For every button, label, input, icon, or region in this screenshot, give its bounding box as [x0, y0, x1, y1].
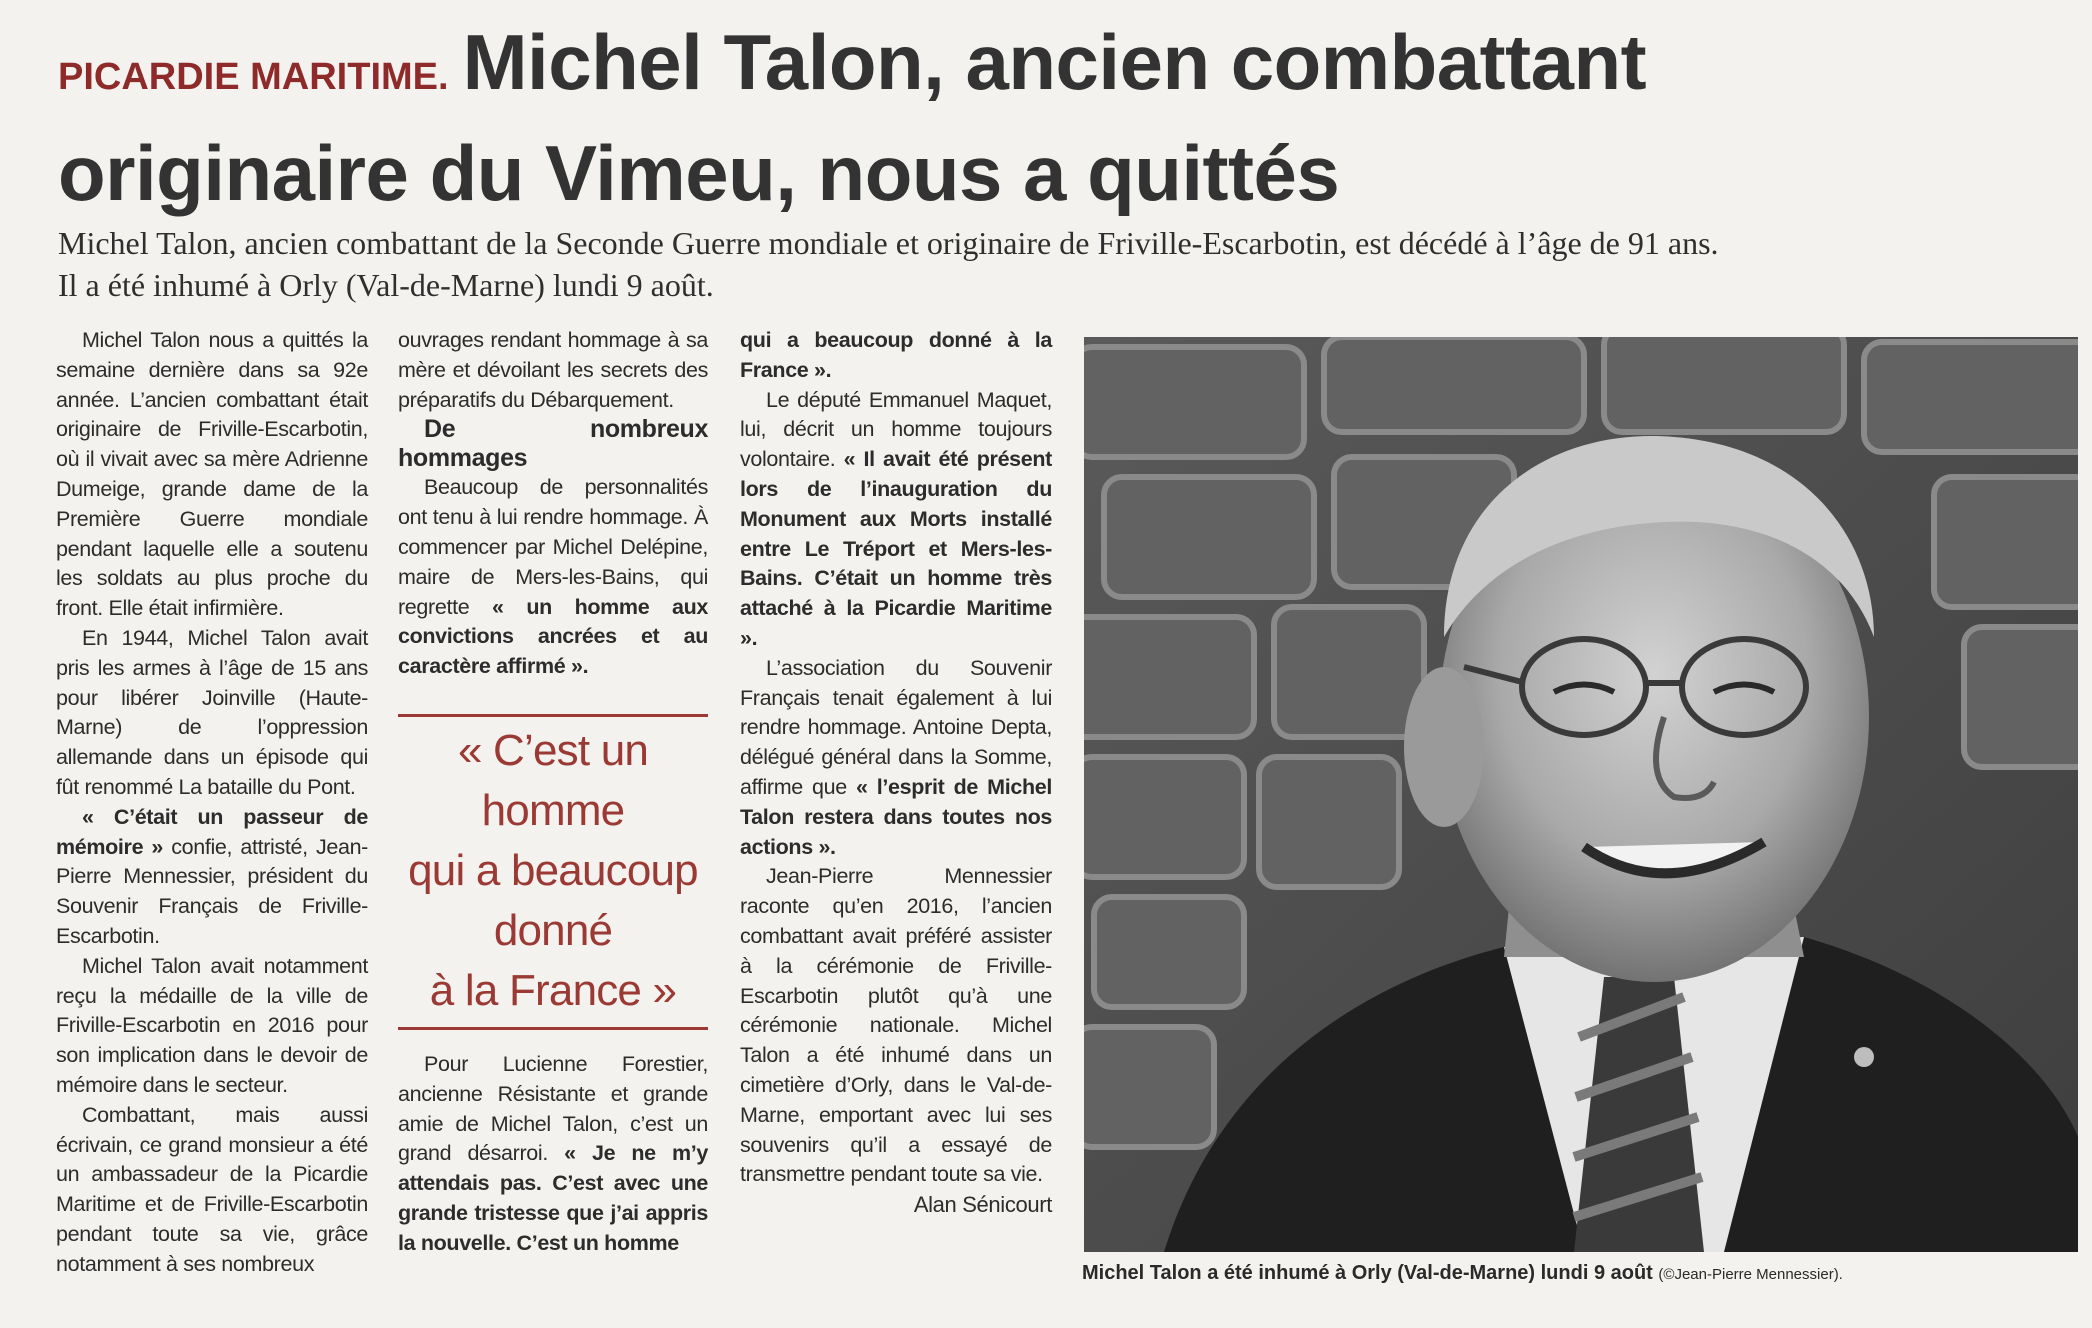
paragraph-text: L’association du Souvenir Français tenait également à lui rendre hommage. Antoine Depta, délégué général dans la Somme, affirme que	[740, 655, 1052, 799]
paragraph: ouvrages rendant hommage à sa mère et dévoilant les secrets des préparatifs du Débarquement.	[398, 328, 708, 412]
paragraph	[740, 654, 1052, 863]
quote-text: « Je ne m’y attendais pas. C’est avec une grande tristesse que j’ai appris la nouvelle. C’est un homme	[398, 1141, 708, 1255]
subheading: De nombreux hommages	[398, 415, 708, 473]
paragraph	[56, 803, 368, 952]
pull-quote-line: homme	[481, 785, 625, 835]
paragraph-text: Beaucoup de personnalités ont tenu à lui rendre hommage. À commencer par Michel Delépine, maire de Mers-les-Bains, qui regrette	[398, 475, 708, 619]
caption-text: Michel Talon a été inhumé à Orly (Val-de-Marne) lundi 9 août	[1082, 1262, 1653, 1284]
photo-caption	[1082, 1262, 2082, 1285]
portrait-photo	[1084, 337, 2078, 1252]
quote-text: « Il avait été présent lors de l’inauguration du Monument aux Morts installé entre Le Tréport et Mers-les-Bains. C’était un homme très attaché à la Picardie Maritime ».	[740, 447, 1052, 650]
section-kicker: PICARDIE MARITIME.	[58, 56, 449, 98]
paragraph-text: Le député Emmanuel Maquet, lui, décrit un homme toujours volontaire.	[740, 387, 1052, 472]
headline-line-1: Michel Talon, ancien combattant	[462, 18, 1647, 106]
pull-quote-line: à la France »	[429, 965, 677, 1015]
paragraph	[398, 1050, 708, 1259]
article-column-3	[740, 326, 1052, 1220]
pull-quote-line: « C’est un	[457, 725, 649, 775]
quote-text: « C’était un passeur de mémoire »	[56, 804, 368, 859]
article-column-2	[398, 326, 708, 1259]
pull-quote-line: donné	[493, 905, 613, 955]
quote-text: « un homme aux convictions ancrées et au caractère affirmé ».	[398, 594, 709, 679]
quote-text: qui a beaucoup donné à la France ».	[740, 328, 1052, 382]
paragraph: Jean-Pierre Mennessier raconte qu’en 2016, l’ancien combattant avait préféré assister à la cérémonie de Friville-Escarbotin plutôt qu’à une cérémonie nationale. Michel Talon a été inhumé dans un cimetière d’Orly, dans le Val-de-Marne, emportant avec lui ses souvenirs qu’il a essayé de transmettre pendant toute sa vie.	[740, 864, 1052, 1187]
photo-credit: (©Jean-Pierre Mennessier).	[1658, 1266, 1843, 1283]
paragraph-text: Pour Lucienne Forestier, ancienne Résistante et grande amie de Michel Talon, c’est un grand désarroi.	[398, 1051, 708, 1166]
pull-quote-line: qui a beaucoup	[408, 845, 698, 895]
standfirst	[58, 222, 2058, 306]
paragraph: Michel Talon avait notamment reçu la médaille de la ville de Friville-Escarbotin en 2016 pour son implication dans le devoir de mémoire dans le secteur.	[56, 953, 368, 1097]
paragraph: En 1944, Michel Talon avait pris les armes à l’âge de 15 ans pour libérer Joinville (Haute-Marne) de l’oppression allemande dans un épisode qui fût renommé La bataille du Pont.	[56, 625, 368, 799]
portrait-illustration	[1084, 337, 2078, 1252]
paragraph	[740, 386, 1052, 654]
pull-quote	[398, 714, 708, 1030]
article-column-1	[56, 326, 368, 1280]
headline	[58, 14, 2058, 221]
paragraph-text: confie, attristé, Jean-Pierre Mennessier, président du Souvenir Français de Friville-Escarbotin.	[56, 834, 368, 948]
paragraph: Michel Talon nous a quittés la semaine dernière dans sa 92e année. L’ancien combattant était originaire de Friville-Escarbotin, où il vivait avec sa mère Adrienne Dumeige, grande dame de la Première Guerre mondiale pendant laquelle elle a soutenu les soldats au plus proche du front. Elle était infirmière.	[56, 328, 368, 621]
paragraph: Combattant, mais aussi écrivain, ce grand monsieur a été un ambassadeur de la Picardie Maritime et de Friville-Escarbotin pendant toute sa vie, grâce notamment à ses nombreux	[56, 1102, 368, 1276]
standfirst-line-1: Michel Talon, ancien combattant de la Seconde Guerre mondiale et originaire de Friville-Escarbotin, est décédé à l’âge de 91 ans.	[58, 225, 1719, 261]
quote-text: « l’esprit de Michel Talon restera dans toutes nos actions ».	[740, 774, 1052, 859]
author-signature: Alan Sénicourt	[913, 1192, 1052, 1218]
paragraph	[398, 473, 708, 682]
standfirst-line-2: Il a été inhumé à Orly (Val-de-Marne) lundi 9 août.	[58, 267, 714, 303]
headline-line-2: originaire du Vimeu, nous a quittés	[58, 129, 1340, 217]
